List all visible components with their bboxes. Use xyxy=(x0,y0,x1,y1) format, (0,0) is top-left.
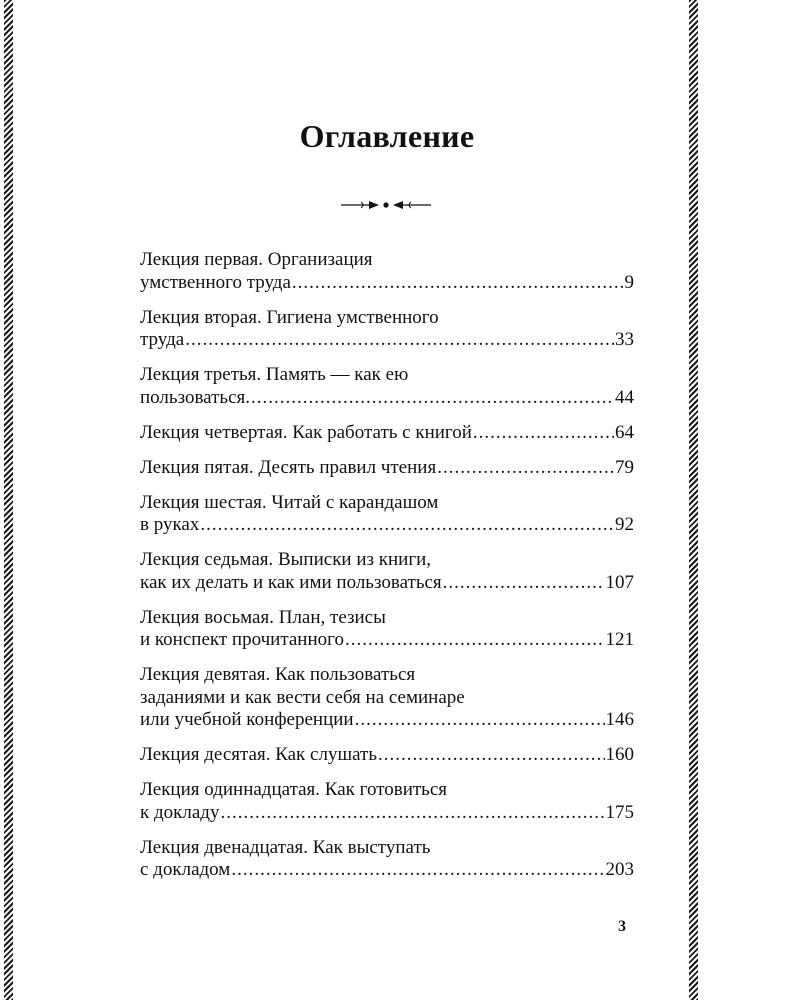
dot-leader xyxy=(355,709,605,732)
toc-entry xyxy=(140,492,634,537)
toc-entry xyxy=(140,364,634,409)
toc-entry xyxy=(140,422,634,445)
toc-entry-last-line xyxy=(140,744,634,767)
toc-entry-title-text: Лекция четвертая. Как работать с книгой xyxy=(140,421,472,443)
toc-entry-title-line: Лекция восьмая. План, тезисы xyxy=(140,606,386,628)
toc-page-number: 146 xyxy=(605,709,634,730)
dot-leader xyxy=(185,329,614,352)
page-title: Оглавление xyxy=(299,118,475,154)
toc-entry-title-line: Лекция одиннадцатая. Как готовиться xyxy=(140,779,448,800)
toc-entry-last-line xyxy=(140,629,634,652)
toc-entry xyxy=(140,549,634,594)
left-decorative-border xyxy=(4,0,13,1000)
page-number: 3 xyxy=(618,918,626,935)
dot-leader xyxy=(443,572,605,595)
toc-page-number: 203 xyxy=(605,859,634,880)
toc-entry-title-text: или учебной конференции xyxy=(140,709,354,730)
toc-entry-title-line: Лекция третья. Память — как ею xyxy=(140,364,409,385)
dot-leader xyxy=(231,859,604,882)
toc-entry-last-line xyxy=(140,387,634,410)
toc-entry-last-line xyxy=(140,709,634,732)
toc-entry-title-line: заданиями и как вести себя на семинаре xyxy=(140,686,465,708)
toc-entry-last-line xyxy=(140,514,634,537)
toc-entry xyxy=(140,607,634,652)
toc-entry-title-line: Лекция двенадцатая. Как выступать xyxy=(140,836,431,858)
toc-entry-title-line: Лекция седьмая. Выписки из книги, xyxy=(140,549,432,570)
toc-entry xyxy=(140,744,634,767)
toc-page-number: 92 xyxy=(615,514,634,535)
toc-entry xyxy=(140,664,634,732)
dot-leader xyxy=(437,457,614,480)
toc-page-number: 64 xyxy=(615,421,634,443)
dot-leader xyxy=(251,387,614,410)
toc-entry xyxy=(140,779,634,824)
toc-page-number: 44 xyxy=(615,386,634,408)
dot-leader xyxy=(200,514,614,537)
dot-leader xyxy=(473,422,614,445)
toc-entry-title-text: с докладом xyxy=(140,859,231,880)
toc-entry xyxy=(140,457,634,480)
toc-page-number: 107 xyxy=(605,571,634,593)
toc-entry-title-text: как их делать и как ими пользоваться xyxy=(140,571,442,593)
toc-page-number: 79 xyxy=(615,456,634,478)
toc-entry-title-line: Лекция первая. Организация xyxy=(140,249,373,270)
right-decorative-border xyxy=(689,0,698,1000)
toc-entry xyxy=(140,307,634,352)
toc-entry-last-line xyxy=(140,272,634,295)
toc-entry-title-text: Лекция пятая. Десять правил чтения xyxy=(140,456,437,478)
toc-page-number: 175 xyxy=(605,801,634,823)
toc-entry-last-line xyxy=(140,329,634,352)
toc-entry-title-line: Лекция девятая. Как пользоваться xyxy=(140,664,416,685)
toc-entry-last-line xyxy=(140,422,634,445)
toc-entry-title-text: умственного труда xyxy=(140,271,291,293)
toc-page-number: 9 xyxy=(624,271,634,293)
toc-entry-title-text: к докладу xyxy=(140,801,220,823)
dot-leader xyxy=(292,272,624,295)
toc-entry-title-text: в руках xyxy=(140,514,200,535)
toc-entry-title-text: труда xyxy=(140,329,185,350)
toc-page-number: 121 xyxy=(605,629,634,650)
toc-entry-last-line xyxy=(140,572,634,595)
dot-leader xyxy=(378,744,605,767)
toc-page-number: 33 xyxy=(615,329,634,350)
toc-entry-last-line xyxy=(140,802,634,825)
table-of-contents xyxy=(140,249,634,894)
toc-entry-title-text: пользоваться. xyxy=(140,386,251,408)
toc-entry xyxy=(140,249,634,294)
toc-entry-last-line xyxy=(140,859,634,882)
toc-entry-title-line: Лекция вторая. Гигиена умственного xyxy=(140,306,439,328)
toc-entry-last-line xyxy=(140,457,634,480)
toc-entry-title-text: и конспект прочитанного xyxy=(140,629,344,650)
dot-leader xyxy=(345,629,605,652)
ornament-divider-icon xyxy=(339,196,433,214)
toc-entry xyxy=(140,837,634,882)
dot-leader xyxy=(220,802,604,825)
toc-entry-title-text: Лекция десятая. Как слушать xyxy=(140,744,377,765)
toc-entry-title-line: Лекция шестая. Читай с карандашом xyxy=(140,491,439,513)
toc-page-number: 160 xyxy=(605,744,634,765)
